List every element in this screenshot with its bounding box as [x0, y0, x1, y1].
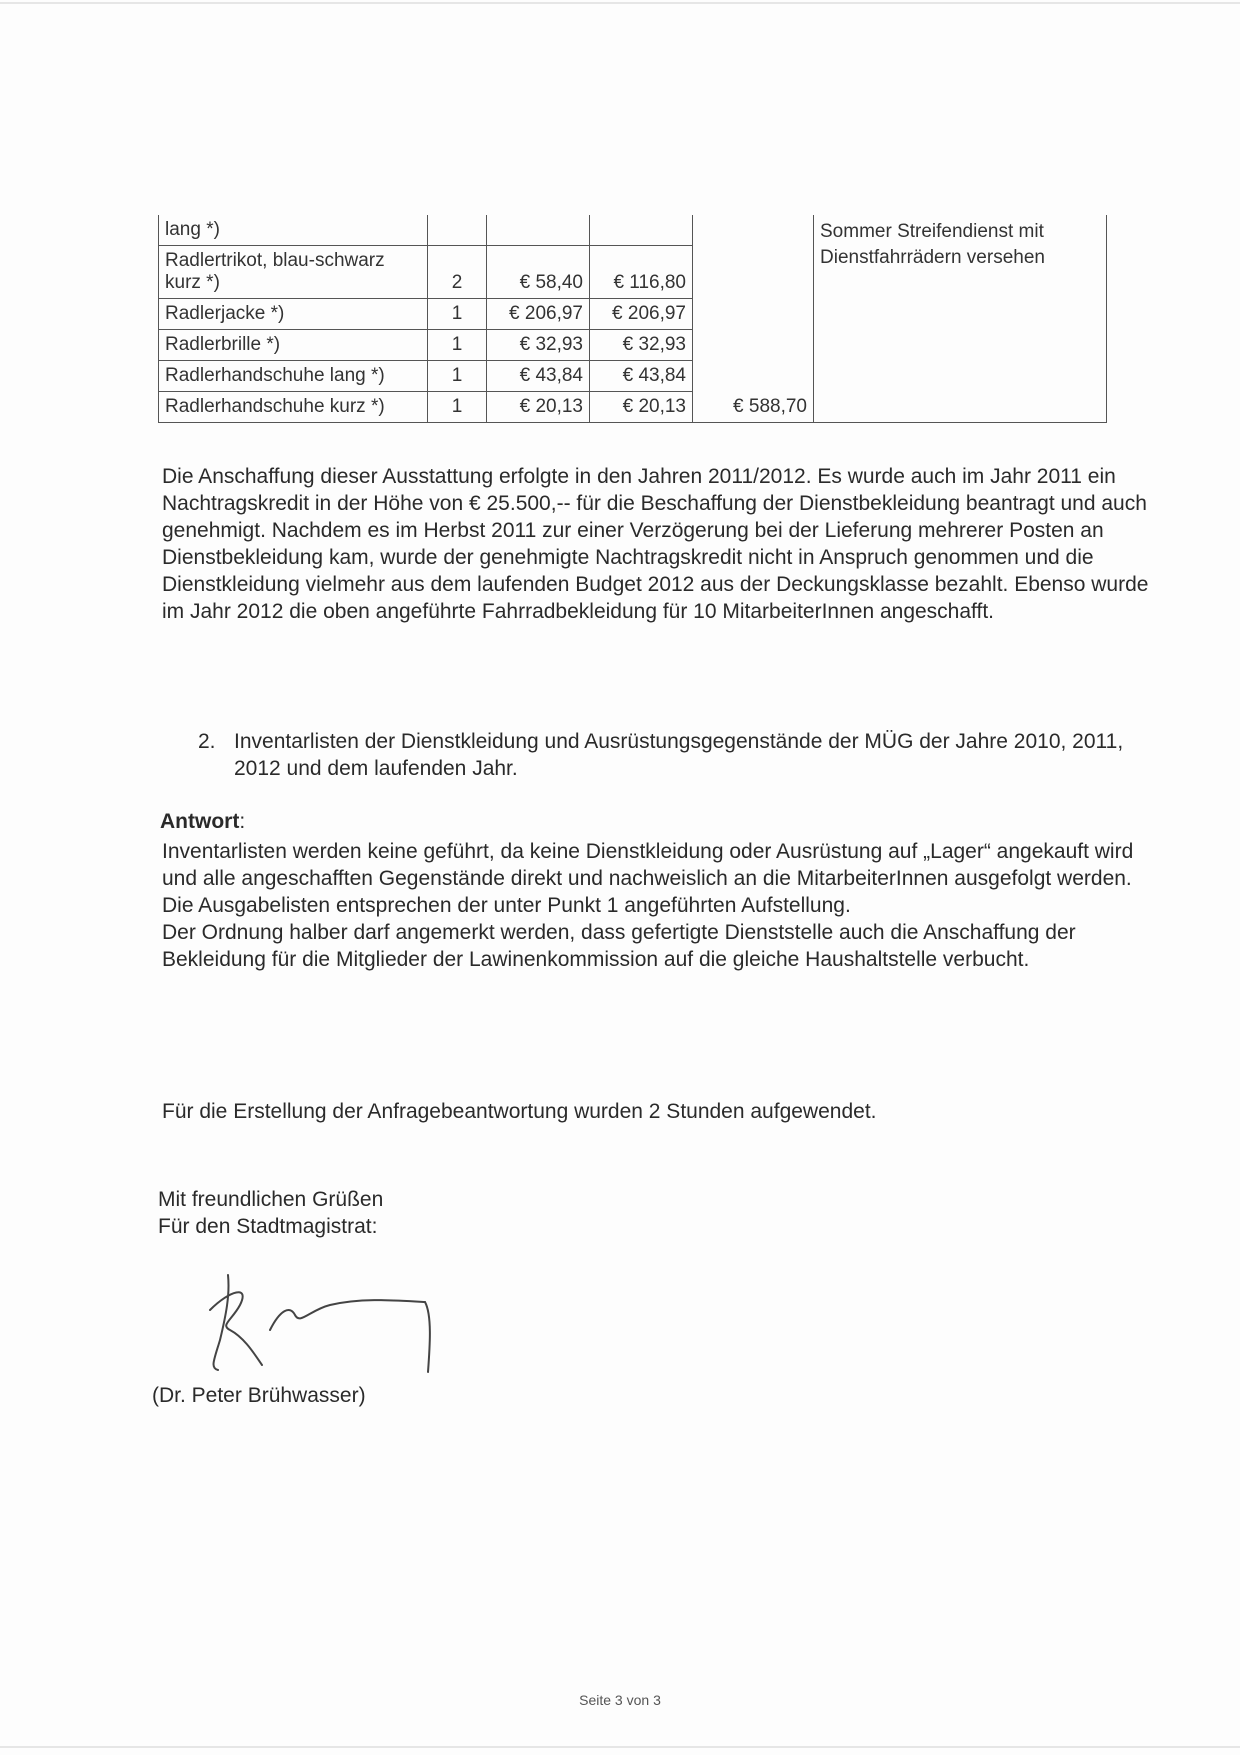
item-total: € 206,97 — [590, 299, 693, 330]
sum-value: € 588,70 — [733, 396, 807, 417]
for-line: Für den Stadtmagistrat: — [158, 1215, 378, 1238]
hours-note: Für die Erstellung der Anfragebeantwortung wurden 2 Stunden aufgewendet. — [162, 1100, 877, 1123]
closing-block — [158, 1186, 383, 1240]
answer-text-1: Inventarlisten werden keine geführt, da keine Dienstkleidung oder Ausrüstung auf „Lager“ angekauft wird und alle angeschafften Gegenstände direkt und nachweislich an die MitarbeiterInnen ausgefolgt werden. Die Ausgabelisten entsprechen der unter Punkt 1 angeführten Aufstellung. — [162, 840, 1134, 917]
item-name: Radlerhandschuhe lang *) — [159, 361, 428, 392]
item-total: € 116,80 — [590, 246, 693, 299]
answer-block — [162, 838, 1162, 973]
item-unit-price: € 20,13 — [487, 392, 590, 423]
answer-colon: : — [239, 810, 246, 833]
item-total: € 43,84 — [590, 361, 693, 392]
answer-heading — [160, 810, 245, 834]
note-cell: Sommer Streifendienst mit Dienstfahrrädern versehen — [814, 215, 1107, 423]
item-qty: 1 — [428, 392, 487, 423]
greeting: Mit freundlichen Grüßen — [158, 1188, 384, 1211]
item-name: Radlerhandschuhe kurz *) — [159, 392, 428, 423]
scan-edge-top — [0, 2, 1240, 4]
item-qty: 1 — [428, 361, 487, 392]
item-unit-price: € 32,93 — [487, 330, 590, 361]
item-name: Radlerbrille *) — [159, 330, 428, 361]
item-qty: 1 — [428, 299, 487, 330]
item-total — [590, 215, 693, 246]
item-qty: 2 — [428, 246, 487, 299]
item-name: lang *) — [159, 215, 428, 246]
sum-cell — [693, 215, 814, 423]
item-total: € 32,93 — [590, 330, 693, 361]
item-qty: 1 — [428, 330, 487, 361]
item-total: € 20,13 — [590, 392, 693, 423]
item-name: Radlertrikot, blau-schwarz kurz *) — [159, 246, 428, 299]
scan-edge-bottom — [0, 1746, 1240, 1748]
signature-image — [200, 1270, 460, 1380]
answer-label: Antwort — [160, 810, 240, 833]
paragraph-acquisition: Die Anschaffung dieser Ausstattung erfolgte in den Jahren 2011/2012. Es wurde auch im Jahr 2011 ein Nachtragskredit in der Höhe von € 25.500,-- für die Beschaffung der Dienstbekleidung beantragt und auch genehmigt. Nachdem es im Herbst 2011 zur einer Verzögerung bei der Lieferung mehrerer Posten an Dienstbekleidung kam, wurde der genehmigte Nachtragskredit nicht in Anspruch genommen und die Dienstkleidung vielmehr aus dem laufenden Budget 2012 aus der Deckungsklasse bezahlt. Ebenso wurde im Jahr 2012 die oben angeführte Fahrradbekleidung für 10 MitarbeiterInnen angeschafft. — [162, 465, 1149, 623]
signatory-name: (Dr. Peter Brühwasser) — [152, 1384, 366, 1407]
table-row — [159, 215, 1107, 246]
page-number: Seite 3 von 3 — [579, 1692, 661, 1708]
item-unit-price: € 58,40 — [487, 246, 590, 299]
question-number: 2. — [198, 730, 216, 753]
item-unit-price — [487, 215, 590, 246]
question-text: Inventarlisten der Dienstkleidung und Ausrüstungsgegenstände der MÜG der Jahre 2010, 2011, 2012 und dem laufenden Jahr. — [234, 730, 1124, 780]
equipment-table — [158, 215, 1107, 423]
item-unit-price: € 206,97 — [487, 299, 590, 330]
answer-text-2: Der Ordnung halber darf angemerkt werden, dass gefertigte Dienststelle auch die Anschaffung der Bekleidung für die Mitglieder der Lawinenkommission auf die gleiche Haushaltstelle verbucht. — [162, 921, 1076, 971]
item-qty — [428, 215, 487, 246]
item-unit-price: € 43,84 — [487, 361, 590, 392]
item-name: Radlerjacke *) — [159, 299, 428, 330]
